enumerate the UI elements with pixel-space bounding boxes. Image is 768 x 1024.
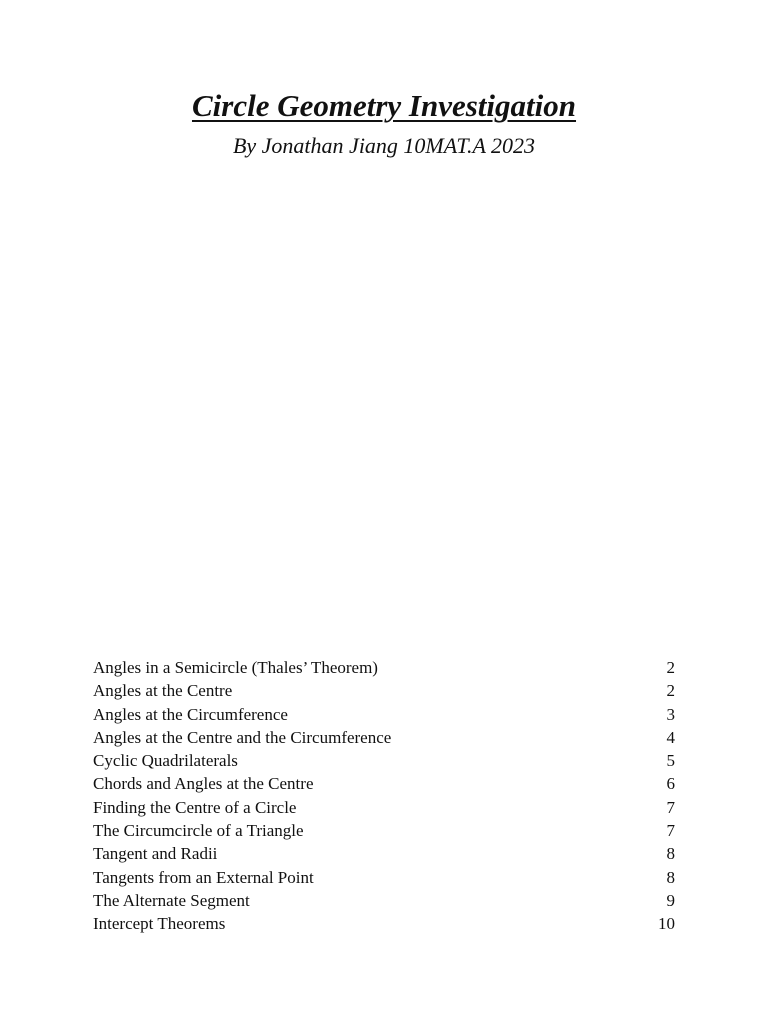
toc-entry (93, 842, 675, 865)
toc-entry-label: Cyclic Quadrilaterals (93, 751, 238, 771)
toc-entry-label: The Alternate Segment (93, 890, 250, 910)
document-title: Circle Geometry Investigation (191, 88, 577, 123)
toc-entry (93, 656, 675, 679)
toc-entry (93, 749, 675, 772)
toc-entry-page: 9 (666, 890, 675, 910)
toc-entry-label: Angles at the Circumference (93, 704, 288, 724)
toc-entry-label: Tangent and Radii (93, 844, 218, 864)
toc-entry (93, 866, 675, 889)
toc-entry (93, 726, 675, 749)
toc-entry-page: 5 (666, 751, 675, 771)
toc-entry-label: Tangents from an External Point (93, 867, 314, 887)
toc-entry (93, 796, 675, 819)
toc-entry-label: Angles at the Centre (93, 681, 233, 701)
toc-entry (93, 703, 675, 726)
toc-entry-page: 10 (658, 914, 675, 934)
toc-entry-label: Angles in a Semicircle (Thales’ Theorem) (93, 658, 378, 677)
toc-entry-page: 4 (666, 727, 675, 747)
toc-entry-page: 3 (666, 704, 675, 724)
toc-entry-label: Finding the Centre of a Circle (93, 797, 297, 817)
toc-entry (93, 889, 675, 912)
toc-entry-label: Intercept Theorems (93, 914, 226, 934)
document-subtitle: By Jonathan Jiang 10MAT.A 2023 (232, 133, 536, 158)
toc-entry (93, 912, 675, 935)
toc-entry (93, 819, 675, 842)
toc-entry (93, 772, 675, 795)
toc-entry (93, 679, 675, 702)
toc-entry-page: 7 (666, 821, 675, 841)
toc-entry-label: Angles at the Centre and the Circumference (93, 727, 392, 747)
toc-entry-page: 8 (666, 844, 675, 864)
toc-entry-label: The Circumcircle of a Triangle (93, 821, 304, 841)
toc-entry-label: Chords and Angles at the Centre (93, 774, 314, 794)
table-of-contents (93, 656, 675, 936)
toc-entry-page: 8 (666, 867, 675, 887)
toc-entry-page: 6 (666, 774, 675, 794)
toc-entry-page: 7 (666, 797, 675, 817)
toc-entry-page: 2 (666, 658, 675, 677)
toc-entry-page: 2 (666, 681, 675, 701)
